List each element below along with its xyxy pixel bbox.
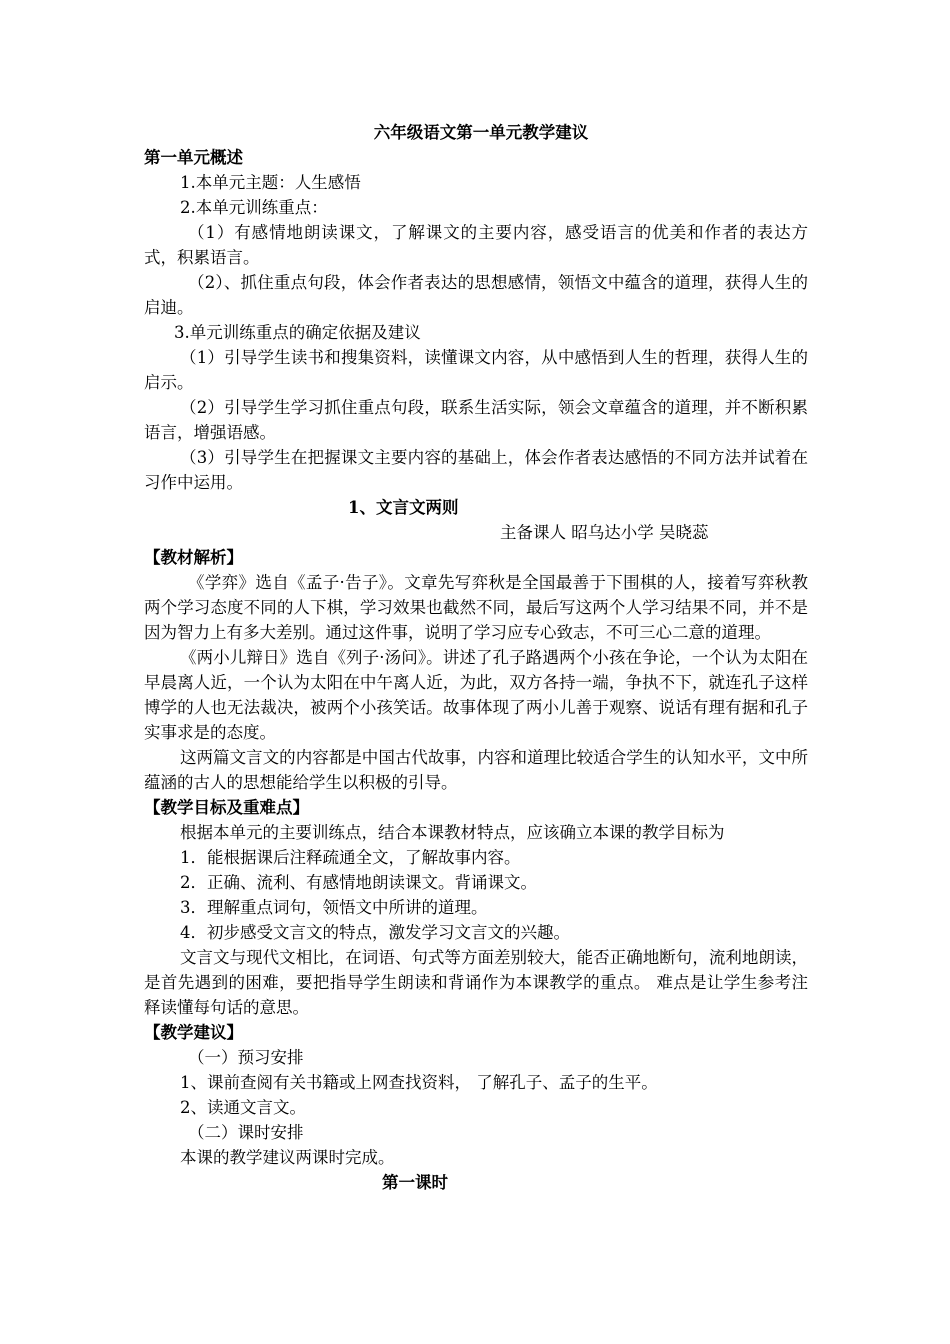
goals-difficulty: 文言文与现代文相比，在词语、句式等方面差别较大，能否正确地断句，流利地朗读，是首先遇到的困难，要把指导学生朗读和背诵作为本课教学的重点。 难点是让学生参考注释读懂每句话的意思。 bbox=[144, 948, 808, 1017]
schedule-text: 本课的教学建议两课时完成。 bbox=[180, 1148, 395, 1167]
prep-item-1: 1、课前查阅有关书籍或上网查找资料， 了解孔子、孟子的生平。 bbox=[180, 1073, 658, 1092]
goals-heading: 【教学目标及重难点】 bbox=[144, 798, 309, 817]
goal-item-4: 4．初步感受文言文的特点，激发学习文言文的兴趣。 bbox=[180, 923, 570, 942]
prep-label: （一）预习安排 bbox=[188, 1048, 304, 1067]
goal-item-2: 2．正确、流利、有感情地朗读课文。背诵课文。 bbox=[180, 873, 537, 892]
first-lesson-heading: 第一课时 bbox=[382, 1173, 448, 1192]
page-title: 六年级语文第一单元教学建议 bbox=[373, 123, 589, 142]
analysis-paragraph-3: 这两篇文言文的内容都是中国古代故事，内容和道理比较适合学生的认知水平，文中所蕴涵的古人的思想能给学生以积极的引导。 bbox=[144, 748, 808, 792]
basis-item-2: （2）引导学生学习抓住重点句段，联系生活实际，领会文章蕴含的道理，并不断积累语言，增强语感。 bbox=[144, 398, 808, 442]
overview-heading: 第一单元概述 bbox=[144, 148, 243, 167]
analysis-paragraph-1: 《学弈》选自《孟子·告子》。文章先写弈秋是全国最善于下围棋的人，接着写弈秋教两个学习态度不同的人下棋，学习效果也截然不同，最后写这两个人学习结果不同，并不是因为智力上有多大差别。通过这件事，说明了学习应专心致志，不可三心二意的道理。 bbox=[144, 573, 808, 642]
goal-item-3: 3．理解重点词句，领悟文中所讲的道理。 bbox=[180, 898, 488, 917]
focus-item-2: （2）、抓住重点句段，体会作者表达的思想感情，领悟文中蕴含的道理，获得人生的启迪。 bbox=[144, 273, 808, 317]
basis-item-1: （1）引导学生读书和搜集资料，读懂课文内容，从中感悟到人生的哲理，获得人生的启示。 bbox=[144, 348, 808, 392]
analysis-heading: 【教材解析】 bbox=[144, 548, 243, 567]
schedule-label: （二）课时安排 bbox=[188, 1123, 304, 1142]
basis-item-3: （3）引导学生在把握课文主要内容的基础上，体会作者表达感悟的不同方法并试着在习作中运用。 bbox=[144, 448, 808, 492]
unit-theme: 1.本单元主题：人生感悟 bbox=[180, 173, 361, 192]
suggestions-heading: 【教学建议】 bbox=[144, 1023, 243, 1042]
document-page bbox=[144, 120, 808, 1195]
goal-item-1: 1．能根据课后注释疏通全文，了解故事内容。 bbox=[180, 848, 521, 867]
goals-intro: 根据本单元的主要训练点，结合本课教材特点，应该确立本课的教学目标为 bbox=[180, 823, 725, 842]
focus-label: 2.本单元训练重点： bbox=[180, 198, 328, 217]
lesson-title: 1、文言文两则 bbox=[348, 498, 459, 517]
basis-label: 3.单元训练重点的确定依据及建议 bbox=[174, 323, 421, 342]
prep-item-2: 2、读通文言文。 bbox=[180, 1098, 306, 1117]
lesson-author: 主备课人 昭乌达小学 吴晓蕊 bbox=[500, 523, 709, 542]
analysis-paragraph-2: 《两小儿辩日》选自《列子·汤问》。讲述了孔子路遇两个小孩在争论，一个认为太阳在早晨离人近，一个认为太阳在中午离人近，为此，双方各持一端，争执不下，就连孔子这样博学的人也无法裁决，被两个小孩笑话。故事体现了两小儿善于观察、说话有理有据和孔子实事求是的态度。 bbox=[144, 648, 808, 742]
focus-item-1: （1）有感情地朗读课文，了解课文的主要内容，感受语言的优美和作者的表达方式，积累语言。 bbox=[144, 223, 808, 267]
